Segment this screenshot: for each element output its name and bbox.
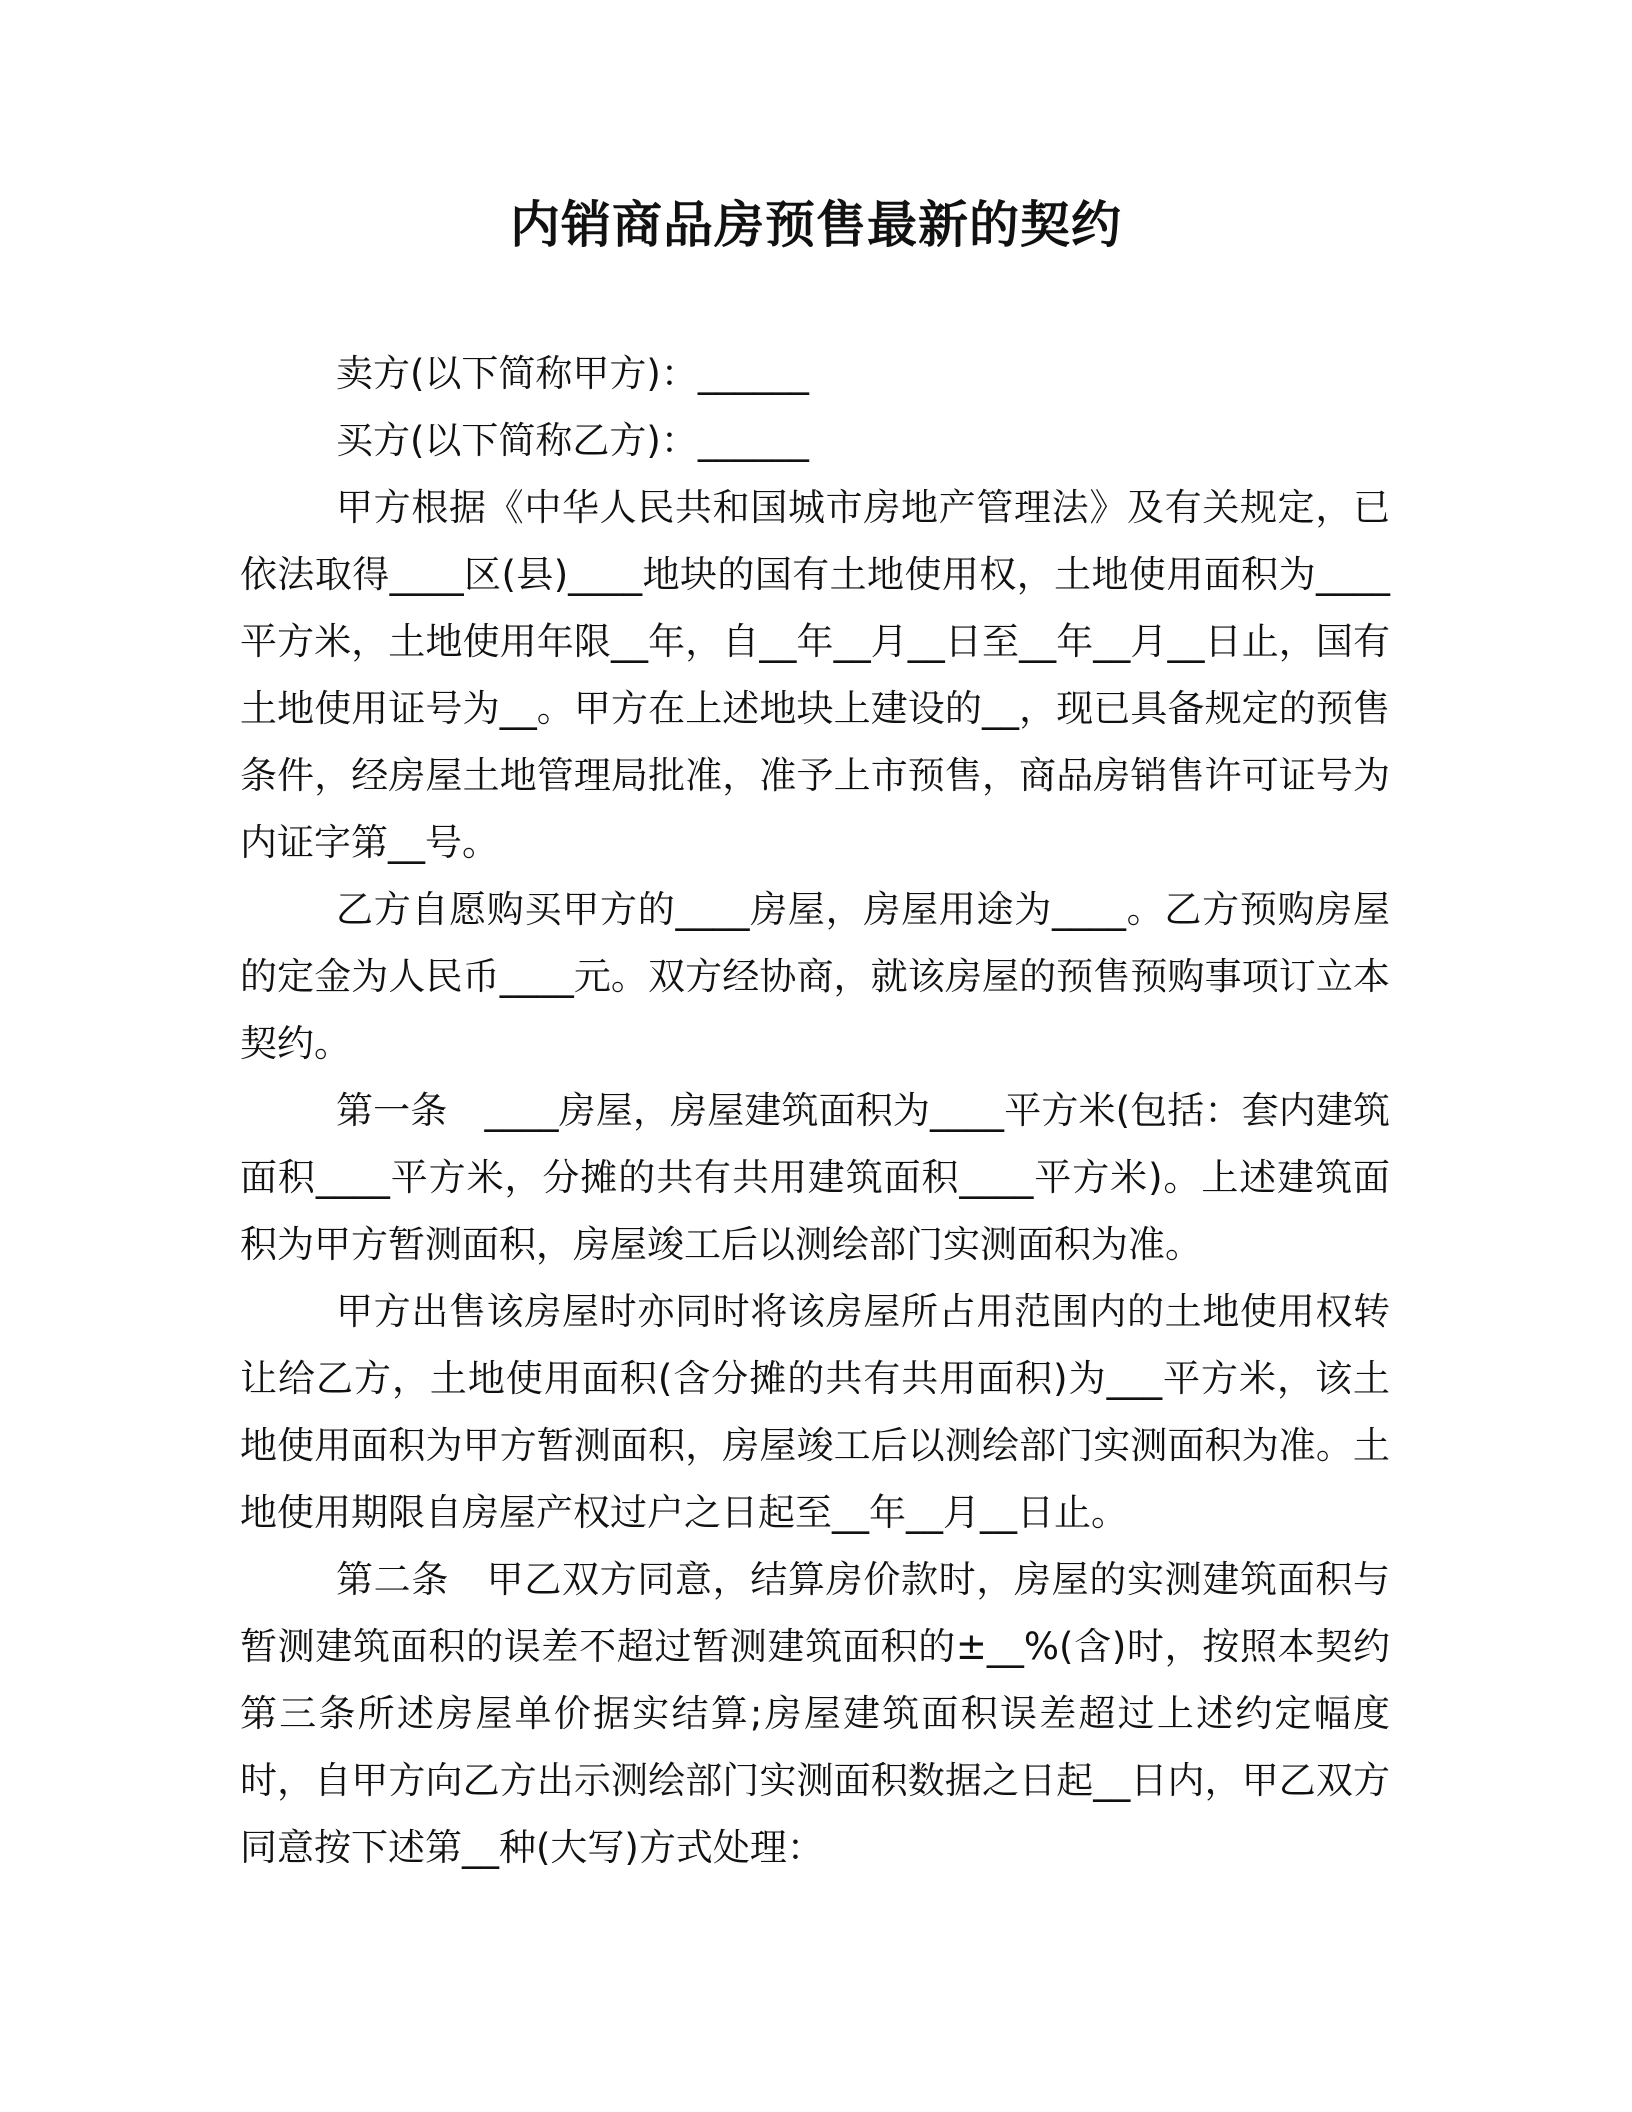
land-use-paragraph: 甲方出售该房屋时亦同时将该房屋所占用范围内的土地使用权转让给乙方，土地使用面积(含分摊的共有共用面积)为___平方米，该土地使用面积为甲方暂测面积，房屋竣工后以测绘部门实测面积为准。土地使用期限自房屋产权过户之日起至__年__月__日止。 [240,1290,1390,1534]
buyer-line: 买方(以下简称乙方)：______ [336,419,809,462]
seller-line: 卖方(以下简称甲方)：______ [336,352,809,395]
document-body [240,340,1390,1881]
article-two-paragraph: 第二条 甲乙双方同意，结算房价款时，房屋的实测建筑面积与暂测建筑面积的误差不超过暂测建筑面积的±__%(含)时，按照本契约第三条所述房屋单价据实结算;房屋建筑面积误差超过上述约定幅度时，自甲方向乙方出示测绘部门实测面积数据之日起__日内，甲乙双方同意按下述第__种(大写)方式处理： [240,1558,1390,1869]
purchase-paragraph: 乙方自愿购买甲方的____房屋，房屋用途为____。乙方预购房屋的定金为人民币____元。双方经协商，就该房屋的预售预购事项订立本契约。 [240,888,1390,1065]
preamble-paragraph: 甲方根据《中华人民共和国城市房地产管理法》及有关规定，已依法取得____区(县)____地块的国有土地使用权，土地使用面积为____平方米，土地使用年限__年，自__年__月__日至__年__月__日止，国有土地使用证号为__。甲方在上述地块上建设的__，现已具备规定的预售条件，经房屋土地管理局批准，准予上市预售，商品房销售许可证号为内证字第__号。 [240,486,1390,864]
document-title: 内销商品房预售最新的契约 [510,196,1122,254]
article-one-paragraph: 第一条 ____房屋，房屋建筑面积为____平方米(包括：套内建筑面积____平方米，分摊的共有共用建筑面积____平方米)。上述建筑面积为甲方暂测面积，房屋竣工后以测绘部门实测面积为准。 [240,1089,1390,1266]
